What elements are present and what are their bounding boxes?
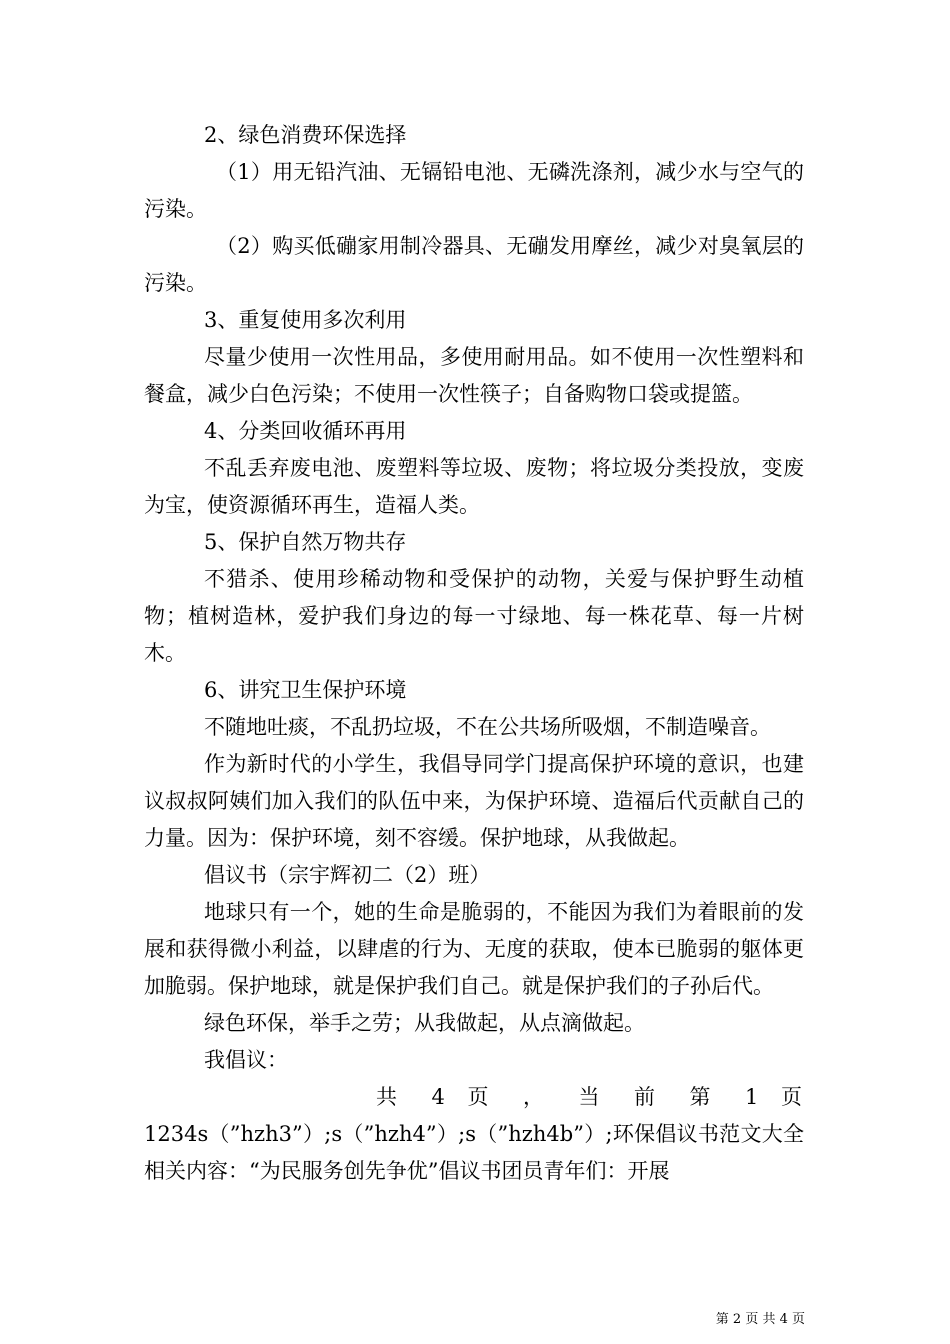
heading-5: 5、保护自然万物共存	[204, 530, 407, 554]
paragraph-6: 不随地吐痰，不乱扔垃圾，不在公共场所吸烟，不制造噪音。	[204, 715, 771, 739]
document-body	[144, 117, 804, 1190]
paragraph-3: 尽量少使用一次性用品，多使用耐用品。如不使用一次性塑料和餐盒，减少白色污染；不使用一次性筷子；自备购物口袋或提篮。	[144, 345, 804, 406]
proposal-title: 倡议书（宗宇辉初二（2）班）	[204, 863, 491, 887]
paragraph-2-1: （1）用无铅汽油、无镉铅电池、无磷洗涤剂，减少水与空气的污染。	[144, 160, 804, 221]
paragraph-10: 绿色环保，举手之劳；从我做起，从点滴做起。	[204, 1011, 645, 1035]
paragraph-5: 不猎杀、使用珍稀动物和受保护的动物，关爱与保护野生动植物；植树造林，爱护我们身边的每一寸绿地、每一株花草、每一片树木。	[144, 567, 804, 665]
paragraph-11: 我倡议：	[204, 1048, 288, 1072]
heading-4: 4、分类回收循环再用	[204, 419, 407, 443]
paragraph-9: 地球只有一个，她的生命是脆弱的，不能因为我们为着眼前的发展和获得微小利益，以肆虐的行为、无度的获取，使本已脆弱的躯体更加脆弱。保护地球，就是保护我们自己。就是保护我们的子孙后代。	[144, 900, 804, 998]
heading-6: 6、讲究卫生保护环境	[204, 678, 407, 702]
heading-3: 3、重复使用多次利用	[204, 308, 407, 332]
paragraph-4: 不乱丢弃废电池、废塑料等垃圾、废物；将垃圾分类投放，变废为宝，使资源循环再生，造福人类。	[144, 456, 804, 517]
paragraph-7: 作为新时代的小学生，我倡导同学门提高保护环境的意识，也建议叔叔阿姨们加入我们的队伍中来，为保护环境、造福后代贡献自己的力量。因为：保护环境，刻不容缓。保护地球，从我做起。	[144, 752, 804, 850]
page-footer: 第 2 页 共 4 页	[715, 1312, 805, 1327]
paragraph-2-2: （2）购买低磞家用制冷器具、无磞发用摩丝，减少对臭氧层的污染。	[144, 234, 804, 295]
page-counter-line: 共 4 页 ， 当 前 第 1 页	[376, 1085, 804, 1109]
tail-text: 1234s（”hzh3”）;s（”hzh4”）;s（”hzh4b”）;环保倡议书范文大全相关内容：“为民服务创先争优”倡议书团员青年们：开展	[144, 1122, 804, 1183]
heading-2: 2、绿色消费环保选择	[204, 123, 407, 147]
